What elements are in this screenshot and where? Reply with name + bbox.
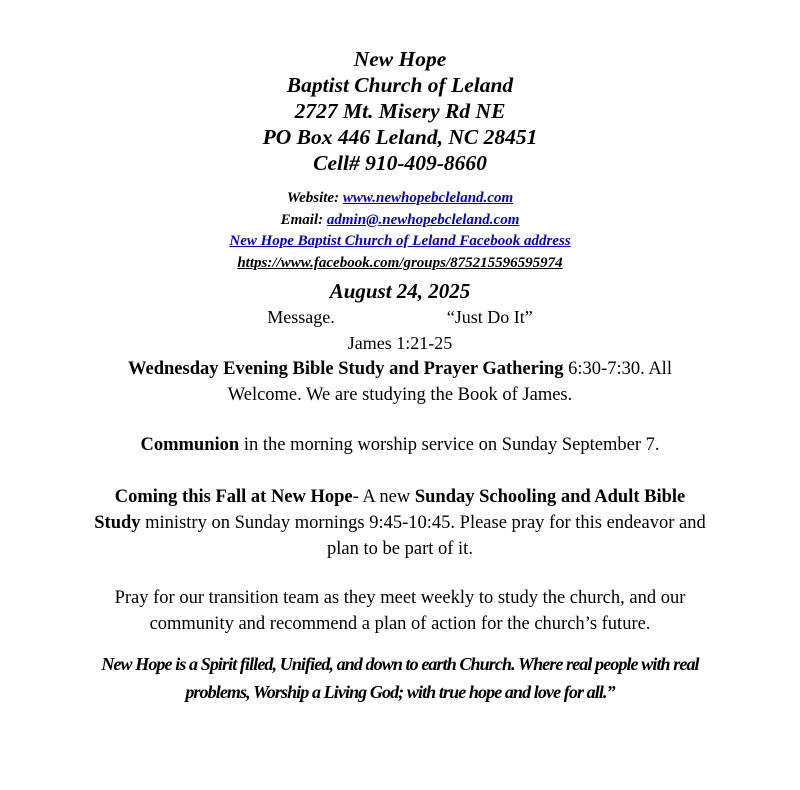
service-block xyxy=(0,278,800,356)
fall-line-1 xyxy=(0,484,800,510)
website-label: Website: xyxy=(286,190,343,206)
fall-ministry: Sunday Schooling and Adult Bible xyxy=(414,487,686,507)
facebook-link[interactable]: New Hope Baptist Church of Leland Facebook address xyxy=(229,233,571,249)
header-line-2: Baptist Church of Leland xyxy=(286,73,514,97)
prayer-announcement xyxy=(0,585,800,637)
email-link[interactable]: admin@.newhopebcleland.com xyxy=(326,211,520,228)
wednesday-title: Wednesday Evening Bible Study and Prayer Gathering xyxy=(128,359,564,379)
facebook-line xyxy=(0,231,800,253)
communion-title: Communion xyxy=(140,435,240,455)
prayer-line-1: Pray for our transition team as they meet weekly to study the church, and our xyxy=(114,588,686,608)
header-line-1: New Hope xyxy=(353,47,447,71)
prayer-line-2: community and recommend a plan of action for the church’s future. xyxy=(149,614,651,634)
fall-ministry-cont: Study xyxy=(94,513,141,533)
wednesday-line-1 xyxy=(0,356,800,382)
header-line-5: Cell# 910-409-8660 xyxy=(313,151,487,175)
service-date: August 24, 2025 xyxy=(329,279,471,303)
email-line xyxy=(0,210,800,232)
closing-line-2: problems, Worship a Living God; with true hope and love for all.” xyxy=(185,682,615,702)
header-line-3: 2727 Mt. Misery Rd NE xyxy=(294,99,506,123)
communion-announcement xyxy=(0,432,800,458)
website-link[interactable]: www.newhopebcleland.com xyxy=(342,190,514,206)
fall-line-2 xyxy=(0,510,800,536)
wednesday-announcement xyxy=(0,356,800,408)
wednesday-line-2: Welcome. We are studying the Book of James. xyxy=(227,385,573,405)
message-line xyxy=(0,304,800,330)
wednesday-time: 6:30-7:30. All xyxy=(563,359,672,379)
fall-text-2: ministry on Sunday mornings 9:45-10:45. Please pray for this endeavor and xyxy=(140,513,706,533)
church-header xyxy=(0,46,800,176)
fall-title: Coming this Fall at New Hope xyxy=(114,487,353,507)
contact-block xyxy=(0,188,800,274)
closing-line-1: New Hope is a Spirit filled, Unified, and down to earth Church. Where real people with real xyxy=(101,654,699,674)
message-title: “Just Do It” xyxy=(446,307,533,327)
facebook-url-line xyxy=(0,253,800,275)
communion-text: in the morning worship service on Sunday September 7. xyxy=(239,435,660,455)
closing-statement xyxy=(0,650,800,706)
website-line xyxy=(0,188,800,210)
message-label: Message. xyxy=(267,307,335,327)
facebook-url-link[interactable]: https://www.facebook.com/groups/875215596595974 xyxy=(237,254,563,271)
header-line-4: PO Box 446 Leland, NC 28451 xyxy=(262,125,538,149)
fall-line-3: plan to be part of it. xyxy=(327,539,473,559)
scripture: James 1:21-25 xyxy=(347,333,453,353)
communion-line xyxy=(0,432,800,458)
fall-text-1: - A new xyxy=(352,487,415,507)
email-label: Email: xyxy=(280,211,327,228)
fall-announcement xyxy=(0,484,800,562)
